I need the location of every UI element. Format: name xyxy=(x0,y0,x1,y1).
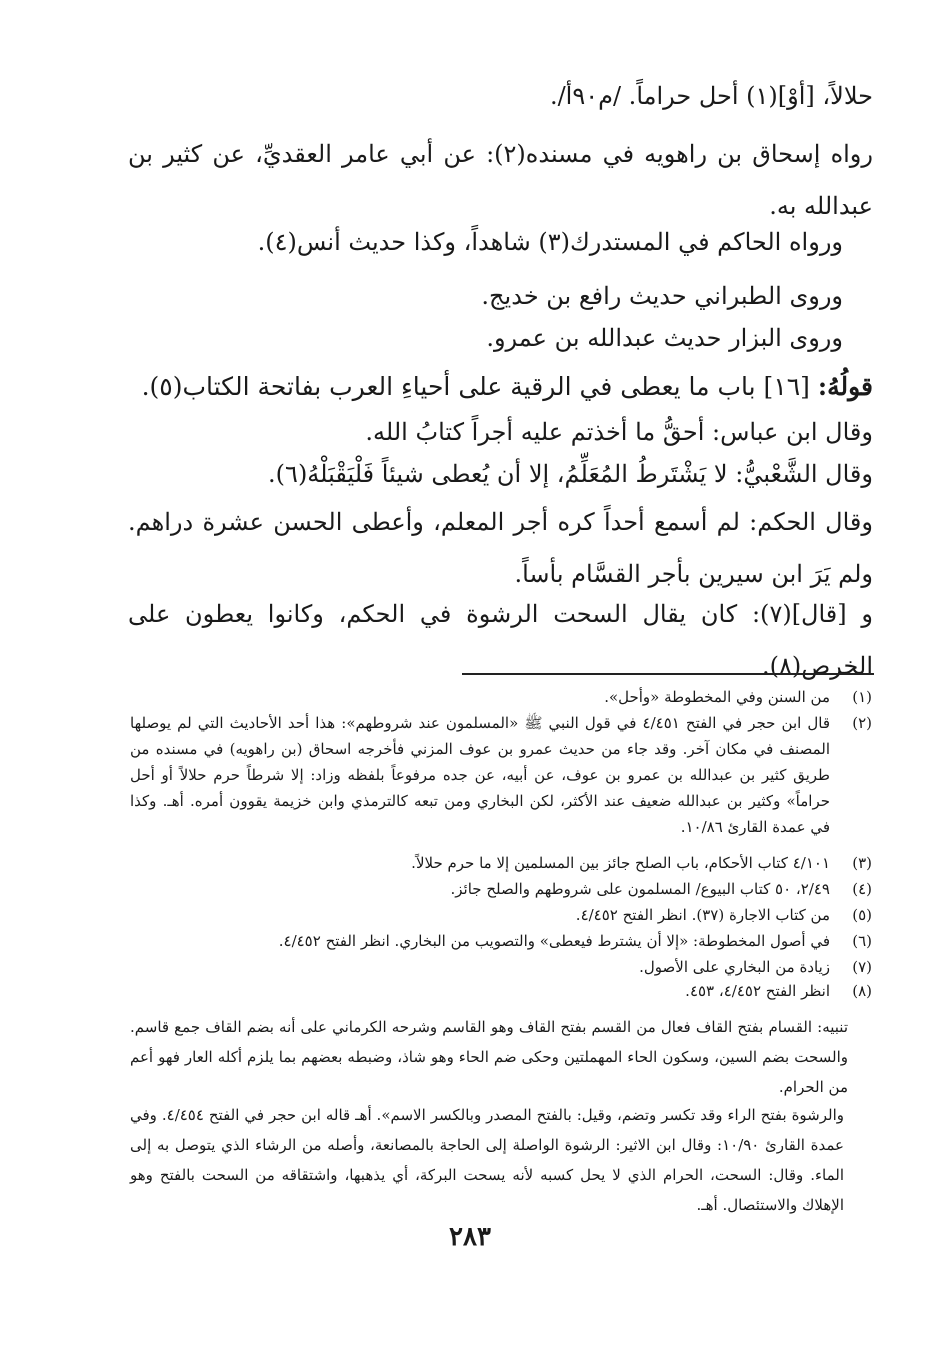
footnote-item xyxy=(130,954,872,980)
footnote-text: في أصول المخطوطة: «إلا أن يشترط فيعطى» والتصويب من البخاري. انظر الفتح ٤/٤٥٢. xyxy=(278,932,830,950)
main-line-tabarani: وروى الطبراني حديث رافع بن خديج. xyxy=(481,282,843,310)
main-line-ibn-abbas: وقال ابن عباس: أحقُّ ما أخذتم عليه أجراً كتابُ الله. xyxy=(365,418,873,446)
main-paragraph-ishaq xyxy=(128,128,873,232)
footnote-text: من كتاب الاجارة (٣٧). انظر الفتح ٤/٤٥٢. xyxy=(575,906,830,924)
footnote-text: قال ابن حجر في الفتح ٤/٤٥١ في قول النبي ﷺ «المسلمون عند شروطهم»: هذا أحد الأحاديث التي لم يوصلها المصنف في مكان آخر. وقد جاء من حديث عمرو بن عوف المزني فأخرجه اسحاق (بن راهويه) في مسنده من طريق كثير بن عبدالله بن عمرو بن عوف، عن أبيه، عن جده مرفوعاً بلفظه وزاد: إلا شرطاً حرم حلالاً أو أحل حراماً» وكثير بن عبدالله ضعيف عند الأكثر، لكن البخاري ومن تبعه كالترمذي وابن خزيمة يقوون أمره. أهـ. وكذا في عمدة القارئ ١٠/٨٦. xyxy=(130,714,830,836)
footnote-text: انظر الفتح ٤/٤٥٢، ٤٥٣. xyxy=(685,982,830,1000)
main-line-hakim: ورواه الحاكم في المستدرك(٣) شاهداً، وكذا حديث أنس(٤). xyxy=(257,228,843,256)
footnote-item xyxy=(130,902,872,928)
page-number: ٢٨٣ xyxy=(449,1222,491,1252)
footnote-item xyxy=(130,710,872,840)
main-paragraph-hakam xyxy=(128,496,873,600)
footnote-text: ٢/٤٩، ٥٠ كتاب البيوع/ المسلمون على شروطهم والصلح جائز. xyxy=(450,880,830,898)
main-paragraph-suht xyxy=(128,588,873,692)
footnote-number: (٢) xyxy=(852,714,872,732)
footnote-text: زيادة من البخاري على الأصول. xyxy=(639,958,830,976)
chapter-lead: قولُهُ: xyxy=(817,372,873,401)
footnote-number: (١) xyxy=(852,688,872,706)
note-rashwa: والرشوة بفتح الراء وقد تكسر وتضم، وقيل: بالفتح المصدر وبالكسر الاسم». أهـ قاله ابن حجر في الفتح ٤/٤٥٤. وفي عمدة القارئ ١٠/٩٠: وقال ابن الاثير: الرشوة الواصلة إلى الحاجة بالمصانعة، وأصله من الرشاء الذي يتوصل به إلى الماء. وقال: السحت، الحرام الذي لا يحل كسبه لأنه يسحت البركة، أي يذهبها، واشتقاقه من السحت بالفتح وهو الإهلاك والاستئصال. أهـ. xyxy=(130,1106,844,1214)
footnote-number: (٨) xyxy=(852,982,872,1000)
footnote-text: ٤/١٠١ كتاب الأحكام، باب الصلح جائز بين المسلمين إلا ما حرم حلالاً. xyxy=(411,854,830,872)
footnote-item xyxy=(130,928,872,954)
footnote-number: (٧) xyxy=(852,958,872,976)
main-line-chapter xyxy=(142,372,873,401)
footnote-item xyxy=(130,876,872,902)
suht-text: و [قال](٧): كان يقال السحت الرشوة في الحكم، وكانوا يعطون على الخرص(٨). xyxy=(128,600,874,680)
footnote-number: (٤) xyxy=(852,880,872,898)
chapter-title: [١٦] باب ما يعطى في الرقية على أحياءِ العرب بفاتحة الكتاب(٥). xyxy=(141,372,818,401)
footnote-number: (٥) xyxy=(852,906,872,924)
footnote-item xyxy=(130,978,872,1004)
footnote-number: (٣) xyxy=(852,854,872,872)
main-line-bazzar: وروى البزار حديث عبدالله بن عمرو. xyxy=(486,324,843,352)
footnotes xyxy=(130,684,872,1004)
footnote-separator xyxy=(462,673,874,675)
ishaq-text: رواه إسحاق بن راهويه في مسنده(٢): عن أبي عامر العقديِّ، عن كثير بن عبدالله به. xyxy=(128,140,873,220)
footnote-item xyxy=(130,850,872,876)
main-line-shabi: وقال الشَّعْبيُّ: لا يَشْتَرطُ المُعَلِّمُ، إلا أن يُعطى شيئاً فَلْيَقْبَلْهُ(٦). xyxy=(268,460,873,488)
main-line-1: حلالاً، [أوْ](١) أحل حراماً. /م٩٠أ/. xyxy=(549,82,873,110)
hakam-text: وقال الحكم: لم أسمع أحداً كره أجر المعلم، وأعطى الحسن عشرة دراهم. ولم يَرَ ابن سيرين بأجر القسَّام بأساً. xyxy=(128,508,873,588)
footnote-text: من السنن وفي المخطوطة «وأحل». xyxy=(604,688,830,706)
footnote-number: (٦) xyxy=(852,932,872,950)
footnote-item xyxy=(130,684,872,710)
note-tanbih: تنبيه: القسام بفتح القاف فعال من القسم بفتح القاف وهو القاسم وشرحه الكرماني على أنه بضم القاف جمع قاسم. والسحت بضم السين، وسكون الحاء المهملتين وحكى ضم الحاء وهو شاذ، وضبطه بعضهم بما يلزم أكله العار فهو أعم من الحرام. xyxy=(130,1018,848,1096)
